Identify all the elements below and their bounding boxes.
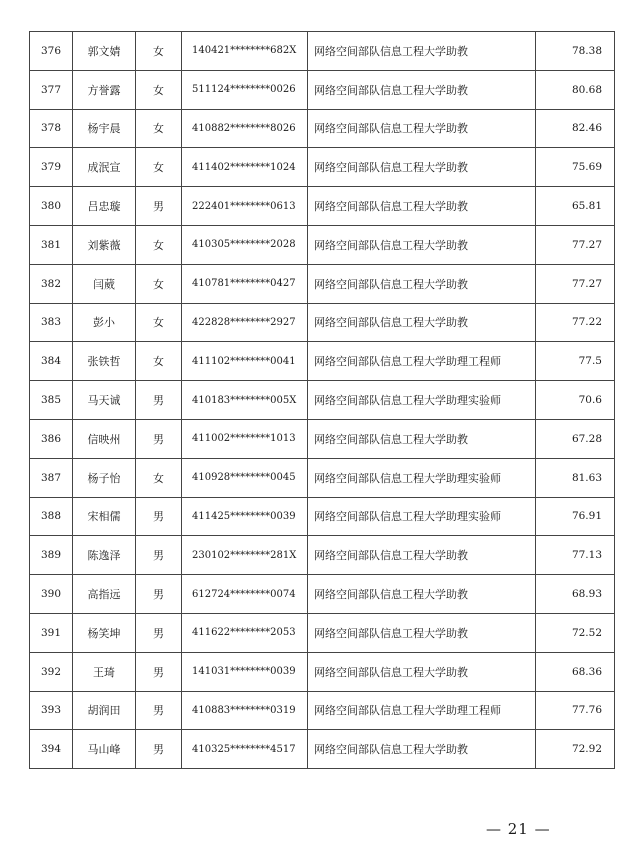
cell-score: 77.5 [536, 342, 615, 381]
cell-gender: 女 [136, 342, 182, 381]
cell-position: 网络空间部队信息工程大学助教 [308, 536, 536, 575]
table-row [30, 497, 615, 536]
cell-position: 网络空间部队信息工程大学助理工程师 [308, 342, 536, 381]
cell-position: 网络空间部队信息工程大学助教 [308, 225, 536, 264]
cell-gender: 女 [136, 225, 182, 264]
table-row [30, 730, 615, 769]
cell-position: 网络空间部队信息工程大学助教 [308, 575, 536, 614]
page-number: — 21 — [486, 820, 551, 838]
cell-number: 381 [30, 225, 73, 264]
cell-id-number: 411102********0041 [182, 342, 308, 381]
cell-number: 392 [30, 652, 73, 691]
cell-position: 网络空间部队信息工程大学助教 [308, 32, 536, 71]
cell-gender: 男 [136, 613, 182, 652]
table-row [30, 419, 615, 458]
cell-name: 吕忠璇 [73, 187, 136, 226]
cell-id-number: 230102********281X [182, 536, 308, 575]
cell-name: 刘紫薇 [73, 225, 136, 264]
cell-number: 394 [30, 730, 73, 769]
cell-position: 网络空间部队信息工程大学助教 [308, 652, 536, 691]
cell-score: 82.46 [536, 109, 615, 148]
cell-id-number: 410928********0045 [182, 458, 308, 497]
cell-score: 75.69 [536, 148, 615, 187]
cell-id-number: 140421********682X [182, 32, 308, 71]
cell-gender: 男 [136, 575, 182, 614]
cell-name: 信映州 [73, 419, 136, 458]
cell-id-number: 411425********0039 [182, 497, 308, 536]
cell-id-number: 411402********1024 [182, 148, 308, 187]
table-row [30, 303, 615, 342]
cell-gender: 女 [136, 148, 182, 187]
cell-number: 382 [30, 264, 73, 303]
cell-id-number: 222401********0613 [182, 187, 308, 226]
cell-id-number: 410781********0427 [182, 264, 308, 303]
cell-position: 网络空间部队信息工程大学助教 [308, 303, 536, 342]
cell-score: 70.6 [536, 381, 615, 420]
cell-gender: 男 [136, 419, 182, 458]
cell-gender: 男 [136, 691, 182, 730]
table-row [30, 32, 615, 71]
cell-score: 77.22 [536, 303, 615, 342]
cell-score: 77.27 [536, 225, 615, 264]
cell-id-number: 612724********0074 [182, 575, 308, 614]
cell-number: 389 [30, 536, 73, 575]
cell-gender: 男 [136, 497, 182, 536]
cell-position: 网络空间部队信息工程大学助教 [308, 419, 536, 458]
cell-number: 380 [30, 187, 73, 226]
cell-id-number: 410183********005X [182, 381, 308, 420]
cell-gender: 女 [136, 109, 182, 148]
cell-score: 77.13 [536, 536, 615, 575]
cell-id-number: 410882********8026 [182, 109, 308, 148]
cell-name: 杨宇晨 [73, 109, 136, 148]
cell-score: 77.27 [536, 264, 615, 303]
cell-position: 网络空间部队信息工程大学助理实验师 [308, 381, 536, 420]
cell-number: 387 [30, 458, 73, 497]
cell-number: 390 [30, 575, 73, 614]
cell-gender: 女 [136, 458, 182, 497]
cell-gender: 女 [136, 264, 182, 303]
cell-score: 81.63 [536, 458, 615, 497]
cell-position: 网络空间部队信息工程大学助理实验师 [308, 497, 536, 536]
cell-number: 378 [30, 109, 73, 148]
cell-gender: 男 [136, 652, 182, 691]
cell-gender: 男 [136, 381, 182, 420]
cell-number: 384 [30, 342, 73, 381]
cell-score: 65.81 [536, 187, 615, 226]
cell-number: 393 [30, 691, 73, 730]
cell-gender: 男 [136, 187, 182, 226]
cell-gender: 男 [136, 536, 182, 575]
cell-id-number: 410325********4517 [182, 730, 308, 769]
cell-position: 网络空间部队信息工程大学助理工程师 [308, 691, 536, 730]
cell-score: 78.38 [536, 32, 615, 71]
cell-score: 77.76 [536, 691, 615, 730]
cell-score: 72.52 [536, 613, 615, 652]
cell-position: 网络空间部队信息工程大学助教 [308, 70, 536, 109]
cell-number: 379 [30, 148, 73, 187]
cell-name: 王琦 [73, 652, 136, 691]
cell-id-number: 511124********0026 [182, 70, 308, 109]
table-row [30, 458, 615, 497]
cell-position: 网络空间部队信息工程大学助教 [308, 187, 536, 226]
cell-name: 闫葳 [73, 264, 136, 303]
cell-name: 马山峰 [73, 730, 136, 769]
cell-name: 陈逸泽 [73, 536, 136, 575]
cell-score: 76.91 [536, 497, 615, 536]
table-row [30, 225, 615, 264]
cell-position: 网络空间部队信息工程大学助理实验师 [308, 458, 536, 497]
cell-score: 80.68 [536, 70, 615, 109]
cell-number: 376 [30, 32, 73, 71]
cell-id-number: 410305********2028 [182, 225, 308, 264]
cell-position: 网络空间部队信息工程大学助教 [308, 730, 536, 769]
cell-position: 网络空间部队信息工程大学助教 [308, 613, 536, 652]
candidate-table-container [29, 31, 614, 769]
cell-name: 马天诚 [73, 381, 136, 420]
table-row [30, 70, 615, 109]
candidate-table [29, 31, 615, 769]
cell-name: 成泯宣 [73, 148, 136, 187]
cell-gender: 男 [136, 730, 182, 769]
cell-id-number: 141031********0039 [182, 652, 308, 691]
table-row [30, 652, 615, 691]
cell-id-number: 422828********2927 [182, 303, 308, 342]
table-row [30, 536, 615, 575]
cell-gender: 女 [136, 303, 182, 342]
cell-position: 网络空间部队信息工程大学助教 [308, 109, 536, 148]
table-row [30, 613, 615, 652]
cell-name: 胡润田 [73, 691, 136, 730]
cell-name: 宋相儒 [73, 497, 136, 536]
cell-name: 郭文婧 [73, 32, 136, 71]
table-row [30, 187, 615, 226]
cell-number: 377 [30, 70, 73, 109]
cell-id-number: 411622********2053 [182, 613, 308, 652]
cell-number: 388 [30, 497, 73, 536]
cell-gender: 女 [136, 32, 182, 71]
cell-number: 386 [30, 419, 73, 458]
table-row [30, 148, 615, 187]
cell-score: 72.92 [536, 730, 615, 769]
cell-number: 383 [30, 303, 73, 342]
table-row [30, 264, 615, 303]
cell-name: 方誉露 [73, 70, 136, 109]
cell-id-number: 410883********0319 [182, 691, 308, 730]
cell-name: 高指远 [73, 575, 136, 614]
cell-position: 网络空间部队信息工程大学助教 [308, 148, 536, 187]
cell-score: 67.28 [536, 419, 615, 458]
cell-id-number: 411002********1013 [182, 419, 308, 458]
cell-position: 网络空间部队信息工程大学助教 [308, 264, 536, 303]
table-row [30, 342, 615, 381]
table-body [30, 32, 615, 769]
cell-number: 385 [30, 381, 73, 420]
cell-name: 杨子怡 [73, 458, 136, 497]
cell-name: 张铁哲 [73, 342, 136, 381]
cell-number: 391 [30, 613, 73, 652]
cell-name: 杨笑坤 [73, 613, 136, 652]
table-row [30, 691, 615, 730]
table-row [30, 575, 615, 614]
table-row [30, 381, 615, 420]
cell-score: 68.36 [536, 652, 615, 691]
cell-name: 彭小 [73, 303, 136, 342]
cell-gender: 女 [136, 70, 182, 109]
cell-score: 68.93 [536, 575, 615, 614]
table-row [30, 109, 615, 148]
